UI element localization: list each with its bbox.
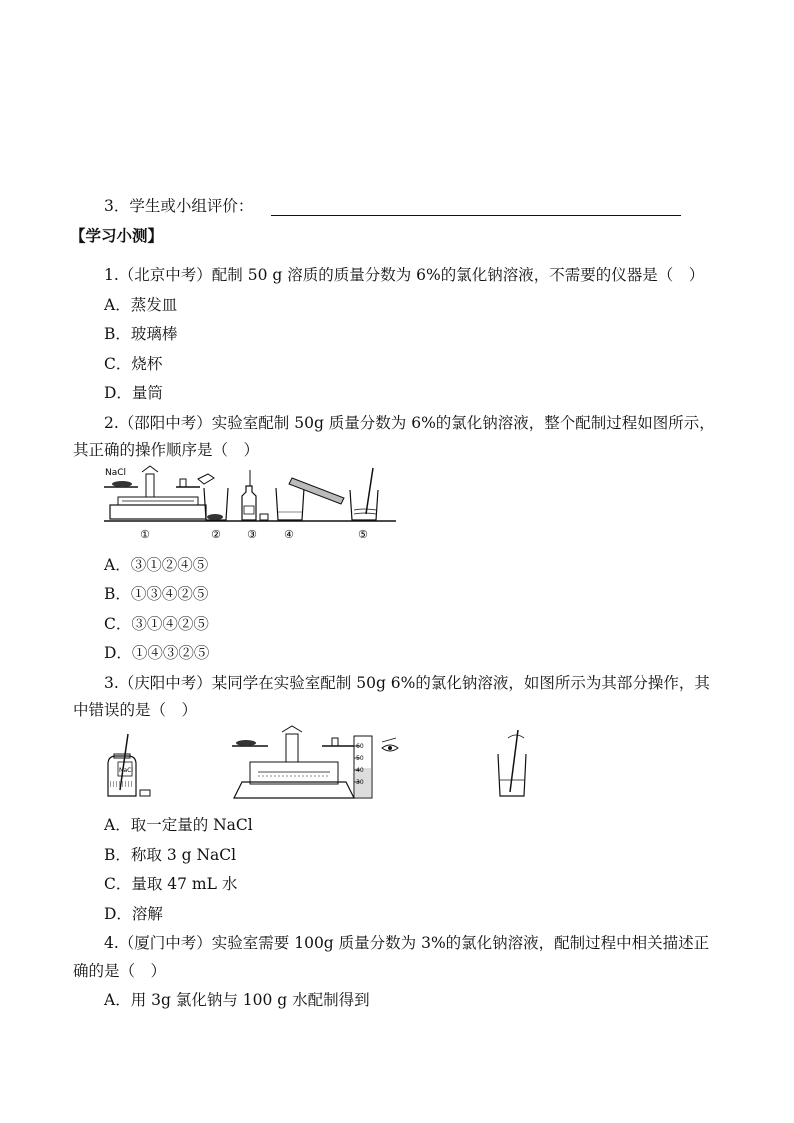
q3-option-d: D．溶解 bbox=[104, 905, 163, 923]
q3-stem-line2: 中错误的是（ ） bbox=[73, 701, 198, 719]
q1-option-d: D．量筒 bbox=[104, 384, 163, 402]
q2-option-a: A．③①②④⑤ bbox=[104, 556, 209, 574]
evaluation-line bbox=[104, 196, 681, 216]
q3-tick-40: 40 bbox=[356, 767, 364, 774]
q2-option-b: B．①③④②⑤ bbox=[104, 585, 209, 603]
q1-stem: 1.（北京中考）配制 50 g 溶质的质量分数为 6%的氯化钠溶液，不需要的仪器是（ ） bbox=[104, 266, 705, 284]
q2-step-label-2: ② bbox=[211, 528, 221, 541]
q3-tick-50: 50 bbox=[356, 755, 364, 762]
q3-option-b: B．称取 3 g NaCl bbox=[104, 846, 237, 864]
nacl-bottle-icon bbox=[108, 734, 150, 796]
q1-option-c: C．烧杯 bbox=[104, 355, 163, 373]
q2-option-c: C．③①④②⑤ bbox=[104, 615, 209, 633]
section-title: 【学习小测】 bbox=[70, 227, 164, 245]
q2-step-label-5: ⑤ bbox=[358, 528, 368, 541]
q3-bottle-label: NaCl bbox=[119, 767, 134, 774]
q2-step-label-1: ① bbox=[140, 528, 150, 541]
q3-tick-30: 30 bbox=[356, 779, 364, 786]
q3-stem-line1: 3.（庆阳中考）某同学在实验室配制 50g 6%的氯化钠溶液，如图所示为其部分操作，其 bbox=[104, 674, 710, 692]
q1-option-b: B．玻璃棒 bbox=[104, 325, 178, 343]
q2-step-label-3: ③ bbox=[247, 528, 257, 541]
evaluation-blank bbox=[271, 201, 681, 216]
q1-option-a: A．蒸发皿 bbox=[104, 296, 178, 314]
q2-option-d: D．①④③②⑤ bbox=[104, 644, 210, 662]
q2-stem-line1: 2.（邵阳中考）实验室配制 50g 质量分数为 6%的氯化钠溶液，整个配制过程如图所示， bbox=[104, 414, 715, 432]
pouring-cylinder-icon bbox=[276, 478, 344, 520]
reagent-bottle-icon bbox=[242, 470, 268, 520]
balance-icon bbox=[232, 726, 354, 798]
q3-option-a: A．取一定量的 NaCl bbox=[104, 816, 253, 834]
stirring-beaker-icon bbox=[350, 468, 378, 520]
q2-figure bbox=[100, 462, 400, 542]
beaker-with-solid-icon bbox=[198, 474, 228, 520]
q2-stem-line2: 其正确的操作顺序是（ ） bbox=[73, 441, 260, 459]
q4-option-a: A．用 3g 氯化钠与 100 g 水配制得到 bbox=[104, 991, 370, 1009]
q2-nacl-label: NaCl bbox=[105, 468, 127, 478]
q4-stem-line2: 确的是（ ） bbox=[73, 962, 167, 980]
q4-stem-line1: 4.（厦门中考）实验室需要 100g 质量分数为 3%的氯化钠溶液，配制过程中相关描述正 bbox=[104, 934, 710, 952]
q3-option-c: C．量取 47 mL 水 bbox=[104, 875, 238, 893]
graduated-cylinder-icon bbox=[354, 736, 398, 798]
q3-tick-60: 60 bbox=[356, 743, 364, 750]
dissolving-beaker-icon bbox=[498, 730, 526, 796]
evaluation-label: 3．学生或小组评价： bbox=[104, 197, 254, 215]
eye-icon bbox=[382, 738, 398, 751]
q2-step-label-4: ④ bbox=[284, 528, 294, 541]
q3-figure bbox=[100, 724, 540, 804]
balance-icon bbox=[104, 466, 206, 519]
